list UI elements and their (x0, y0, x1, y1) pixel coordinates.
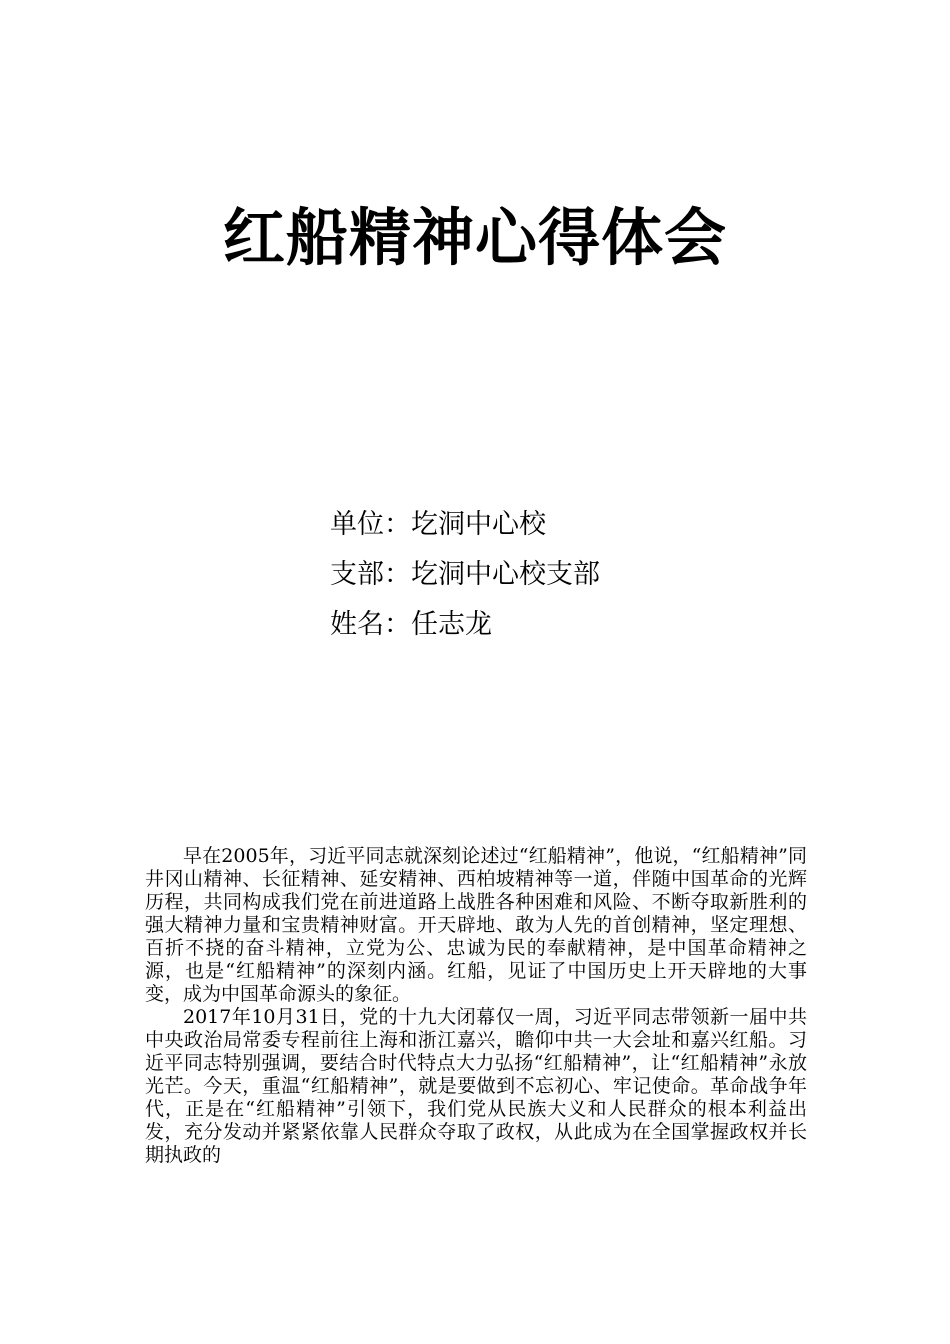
paragraph-1: 早在2005年，习近平同志就深刻论述过“红船精神”，他说，“红船精神”同井冈山精神、长征精神、延安精神、西柏坡精神等一道，伴随中国革命的光辉历程，共同构成我们党在前进道路上战胜各种困难和风险、不断夺取新胜利的强大精神力量和宝贵精神财富。开天辟地、敢为人先的首创精神，坚定理想、百折不挠的奋斗精神，立党为公、忠诚为民的奉献精神，是中国革命精神之源，也是“红船精神”的深刻内涵。红船，见证了中国历史上开天辟地的大事变，成为中国革命源头的象征。 (145, 845, 807, 1005)
name-line: 姓名：任志龙 (330, 609, 492, 640)
unit-line: 单位：圪洞中心校 (330, 509, 546, 540)
body-text (145, 845, 807, 1225)
paragraph-2: 2017年10月31日，党的十九大闭幕仅一周，习近平同志带领新一届中共中央政治局常委专程前往上海和浙江嘉兴，瞻仰中共一大会址和嘉兴红船。习近平同志特别强调，要结合时代特点大力弘扬“红船精神”，让“红船精神”永放光芒。今天，重温“红船精神”，就是要做到不忘初心、牢记使命。革命战争年代，正是在“红船精神”引领下，我们党从民族大义和人民群众的根本利益出发，充分发动并紧紧依靠人民群众夺取了政权，从此成为在全国掌握政权并长期执政的 (145, 1006, 807, 1166)
author-info (330, 500, 830, 650)
page-title: 红船精神心得体会 (222, 201, 727, 274)
branch-line: 支部：圪洞中心校支部 (330, 559, 600, 590)
